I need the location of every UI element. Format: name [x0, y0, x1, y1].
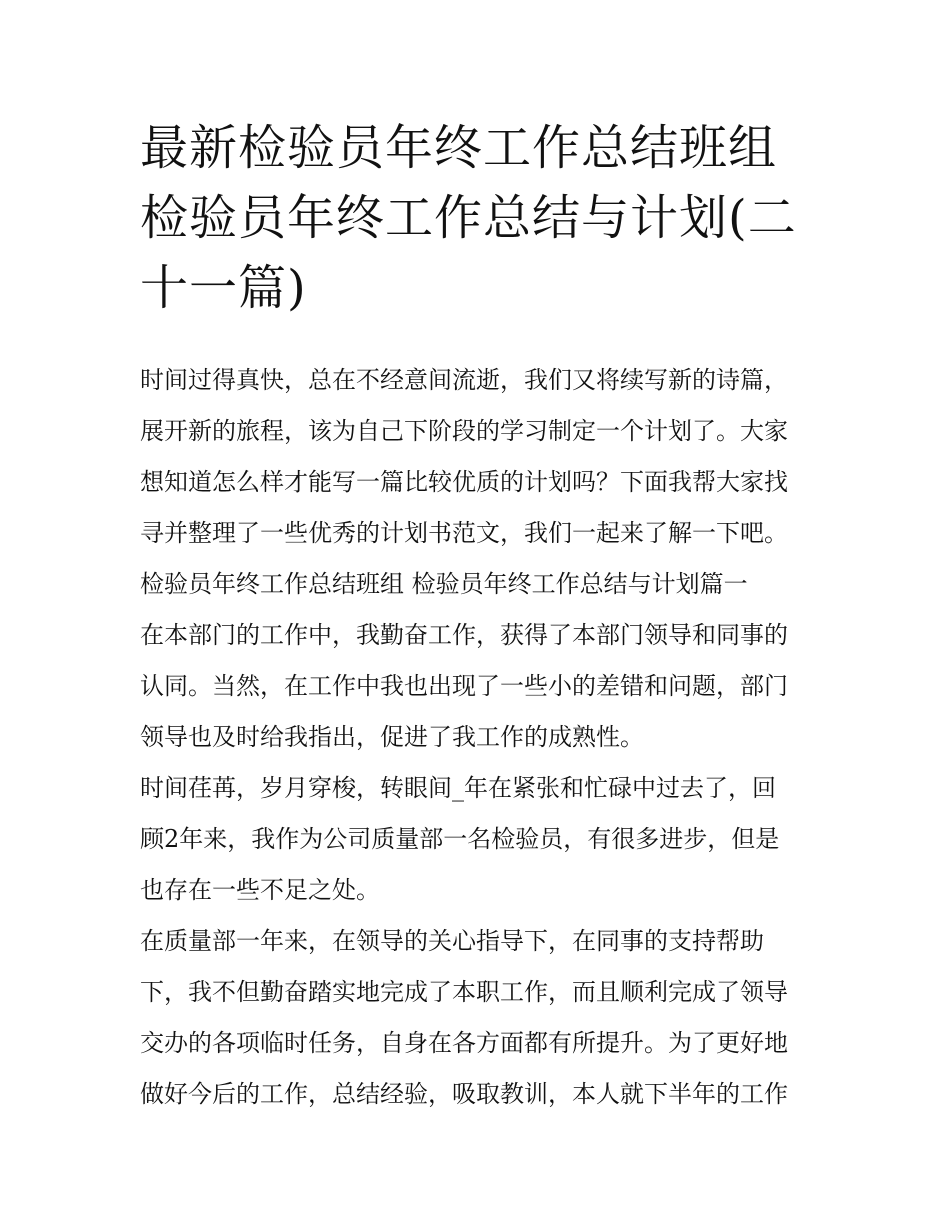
document-title: 最新检验员年终工作总结班组 检验员年终工作总结与计划(二 十一篇): [140, 120, 797, 316]
body-paragraph: 在本部门的工作中，我勤奋工作，获得了本部门领导和同事的 认同。当然，在工作中我也出现了一些小的差错和问题，部门 领导也及时给我指出，促进了我工作的成熟性。: [140, 621, 788, 751]
body-paragraph: 在质量部一年来，在领导的关心指导下，在同事的支持帮助 下，我不但勤奋踏实地完成了本职工作，而且顺利完成了领导 交办的各项临时任务，自身在各方面都有所提升。为了更好地 做好今后的工作，总结经验，吸取教训，本人就下半年的工作: [140, 927, 788, 1108]
document-body: [140, 355, 818, 1120]
intro-paragraph: 时间过得真快，总在不经意间流逝，我们又将续写新的诗篇， 展开新的旅程，该为自己下阶段的学习制定一个计划了。大家 想知道怎么样才能写一篇比较优质的计划吗？下面我帮大家找 寻并整理了一些优秀的计划书范文，我们一起来了解一下吧。: [140, 366, 788, 547]
section-heading: 检验员年终工作总结班组 检验员年终工作总结与计划篇一: [140, 570, 748, 598]
body-paragraph: 时间荏苒，岁月穿梭，转眼间_年在紧张和忙碌中过去了，回 顾2年来，我作为公司质量部一名检验员，有很多进步，但是 也存在一些不足之处。: [140, 774, 780, 904]
